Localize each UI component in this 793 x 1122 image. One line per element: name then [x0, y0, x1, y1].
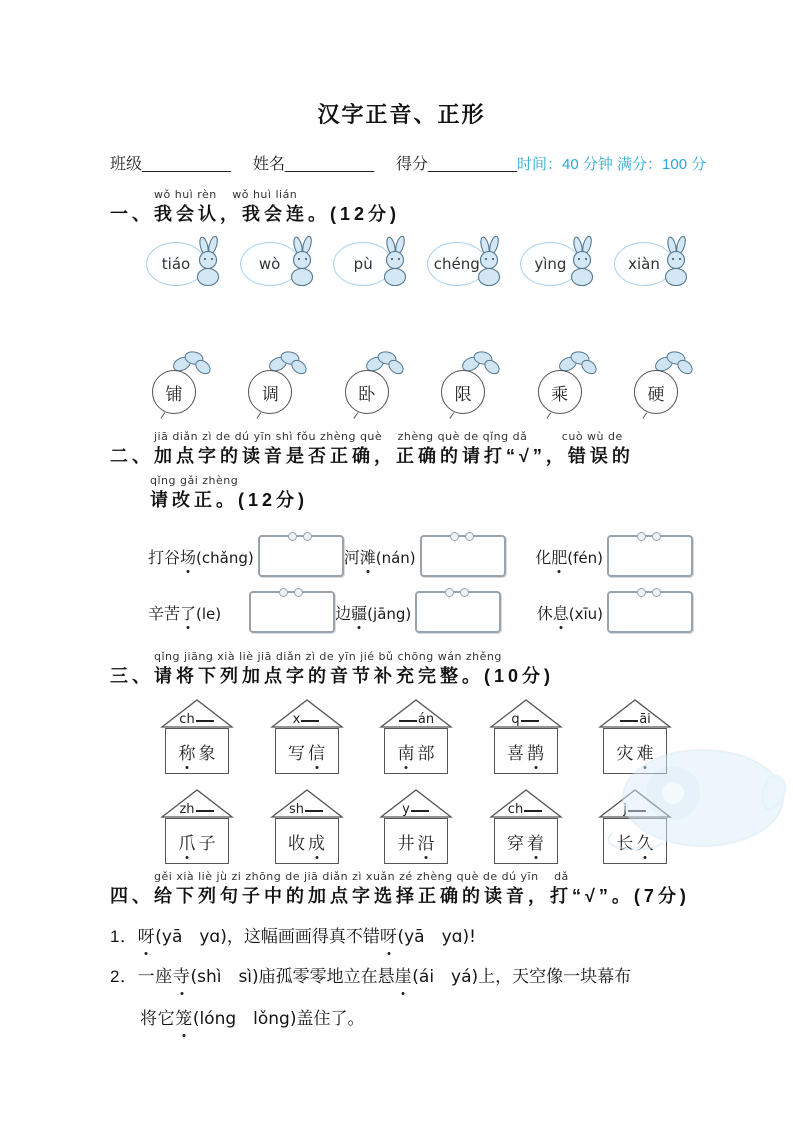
section-3-pinyin: qǐng jiāng xià liè jiā diǎn zì de yīn jié bǔ chōng wán zhěng	[154, 650, 502, 663]
flower-character: 乘	[538, 370, 582, 414]
q2-item	[535, 535, 693, 577]
syllable-suffix: āi	[639, 712, 651, 727]
name-blank[interactable]: 姓名__________	[253, 156, 374, 173]
answer-box[interactable]	[258, 535, 344, 577]
syllable-prefix: ch	[179, 712, 195, 727]
q2-word: 辛苦	[148, 605, 181, 623]
dotted-char: 寺	[173, 964, 191, 990]
bubble-label: yìng	[520, 242, 580, 286]
section-1-heading: 一、我会认，我会连。(12分)	[110, 204, 401, 224]
q2-items	[148, 528, 693, 640]
section-3	[110, 650, 693, 688]
house-word	[275, 728, 339, 774]
syllable-house[interactable]	[160, 788, 234, 864]
house-roof-icon	[160, 698, 234, 728]
answer-box[interactable]	[607, 535, 693, 577]
section-2-heading-1: 二、加点字的读音是否正确，正确的请打“√”，错误的	[110, 446, 634, 466]
syllable-prefix: y	[402, 802, 410, 817]
rabbit-icon	[473, 236, 505, 293]
syllable-blank[interactable]	[196, 810, 214, 812]
q4-sentence-2-line-1	[110, 964, 693, 990]
q2-pinyin: (xīu)	[568, 604, 603, 623]
dotted-char: 呀	[380, 924, 398, 950]
q2-item	[344, 535, 536, 577]
house-word	[603, 818, 667, 864]
syllable-blank[interactable]	[411, 810, 429, 812]
dotted-char: 信	[308, 739, 325, 764]
character-flower[interactable]	[536, 352, 594, 416]
section-2-pinyin-1: jiā diǎn zì de dú yīn shì fǒu zhèng què zhèng què de qǐng dǎ cuò wù de	[154, 430, 623, 443]
syllable-blank[interactable]	[399, 720, 417, 722]
char: 穿	[507, 833, 524, 853]
syllable-house[interactable]	[489, 698, 563, 774]
rabbit-icon	[379, 236, 411, 293]
section-2-pinyin-2: qǐng gǎi zhèng	[150, 474, 239, 487]
house-roof-icon	[270, 698, 344, 728]
syllable-house[interactable]	[379, 788, 453, 864]
score-blank[interactable]: 得分__________	[396, 156, 517, 173]
rabbit-icon	[660, 236, 692, 293]
pinyin-bubble[interactable]	[614, 236, 694, 294]
text: (ái yá)上，天空像一块幕布	[412, 967, 632, 987]
q2-word: 河	[343, 549, 360, 567]
answer-box[interactable]	[249, 591, 335, 633]
syllable-prefix: ch	[507, 802, 524, 817]
bubble-label: xiàn	[614, 242, 674, 286]
q2-pinyin: (nán)	[375, 548, 416, 567]
dotted-char: 鹊	[527, 739, 544, 764]
char: 灾	[616, 743, 634, 763]
char: 象	[198, 743, 216, 763]
dotted-char: 南	[398, 739, 415, 764]
bubble-label: tiáo	[146, 242, 206, 286]
q2-word: 休	[536, 605, 553, 623]
house-word	[165, 818, 229, 864]
q2-dotted-char: 肥	[551, 545, 567, 568]
pinyin-bubble[interactable]	[333, 236, 413, 294]
syllable-house[interactable]	[489, 788, 563, 864]
dotted-char: 笼	[175, 1006, 193, 1032]
q2-pinyin: (chǎng)	[196, 548, 254, 567]
flower-character: 限	[441, 370, 485, 414]
house-word	[165, 728, 229, 774]
pinyin-bubble[interactable]	[520, 236, 600, 294]
q2-word: 打谷	[148, 549, 181, 567]
syllable-blank[interactable]	[521, 720, 539, 722]
syllable-blank[interactable]	[301, 720, 319, 722]
house-word	[275, 818, 339, 864]
syllable-blank[interactable]	[196, 720, 214, 722]
q2-dotted-char: 疆	[351, 601, 367, 624]
house-word	[494, 728, 558, 774]
q2-pinyin: (jāng)	[367, 604, 412, 623]
character-flower[interactable]	[246, 352, 304, 416]
house-roof-icon	[379, 698, 453, 728]
character-flower[interactable]	[150, 352, 208, 416]
pinyin-bubble[interactable]	[146, 236, 226, 294]
house-roof-icon	[160, 788, 234, 818]
house-row-2	[160, 788, 672, 864]
char: 子	[198, 833, 216, 853]
char: 写	[288, 743, 305, 763]
q2-dotted-char: 滩	[360, 545, 376, 568]
text: (yā yɑ)!	[397, 927, 476, 947]
q2-dotted-char: 了	[180, 601, 196, 624]
house-word	[603, 728, 667, 774]
section-1	[110, 188, 693, 226]
answer-box[interactable]	[607, 591, 693, 633]
dotted-char: 成	[308, 829, 325, 854]
q2-dotted-char: 息	[553, 601, 569, 624]
answer-box[interactable]	[420, 535, 506, 577]
rabbit-icon	[566, 236, 598, 293]
q4-sentence-2-line-2	[140, 1006, 693, 1032]
syllable-prefix: q	[511, 712, 520, 727]
rabbit-icon	[286, 236, 318, 293]
q2-pinyin: (le)	[196, 604, 222, 623]
meta-row	[110, 151, 707, 174]
q2-item	[148, 535, 344, 577]
answer-box[interactable]	[415, 591, 501, 633]
q2-dotted-char: 场	[180, 545, 196, 568]
syllable-prefix: sh	[288, 802, 304, 817]
dotted-char: 难	[637, 739, 654, 764]
connection-area[interactable]	[110, 294, 693, 352]
char: 井	[397, 833, 415, 853]
q2-word: 边	[335, 605, 352, 623]
syllable-blank[interactable]	[524, 810, 542, 812]
q4-sentence-1	[110, 924, 693, 950]
flower-character: 硬	[634, 370, 678, 414]
section-4	[110, 870, 693, 908]
house-word	[384, 818, 448, 864]
section-2	[110, 430, 693, 512]
house-roof-icon	[598, 788, 672, 818]
text: (lóng lǒng)盖住了。	[192, 1009, 365, 1029]
syllable-blank[interactable]	[620, 720, 638, 722]
character-flower[interactable]	[439, 352, 497, 416]
dotted-char: 沿	[418, 829, 435, 854]
dotted-char: 久	[637, 829, 654, 854]
time-score-info: 时间：40 分钟 满分：100 分	[517, 156, 707, 173]
class-blank[interactable]: 班级__________	[110, 156, 231, 173]
pinyin-bubble[interactable]	[427, 236, 507, 294]
house-roof-icon	[598, 698, 672, 728]
char: 部	[417, 743, 435, 763]
text: 2．一座	[110, 967, 173, 986]
char: 收	[288, 833, 305, 853]
text: (shì sì)庙孤零零地立在悬	[190, 967, 395, 987]
bubble-label: chéng	[427, 242, 487, 286]
dotted-char: 爪	[179, 829, 196, 854]
dotted-char: 着	[527, 829, 544, 854]
syllable-house[interactable]	[598, 698, 672, 774]
pinyin-bubble[interactable]	[240, 236, 320, 294]
char: 喜	[507, 743, 524, 763]
q2-item	[148, 591, 335, 633]
syllable-blank[interactable]	[628, 810, 646, 812]
section-1-pinyin: wǒ huì rèn wǒ huì lián	[154, 188, 298, 201]
q2-item	[335, 591, 537, 633]
text: 1．	[110, 927, 138, 946]
syllable-blank[interactable]	[305, 810, 323, 812]
syllable-prefix: zh	[179, 802, 195, 817]
flower-character: 调	[248, 370, 292, 414]
syllable-house[interactable]	[598, 788, 672, 864]
syllable-house[interactable]	[270, 788, 344, 864]
section-3-heading: 三、请将下列加点字的音节补充完整。(10分)	[110, 666, 555, 686]
page-title: 汉字正音、正形	[317, 102, 486, 127]
syllable-house[interactable]	[160, 698, 234, 774]
house-roof-icon	[270, 788, 344, 818]
pinyin-bubble-row	[146, 236, 694, 294]
bubble-label: wò	[240, 242, 300, 286]
section-4-pinyin: gěi xià liè jù zi zhōng de jiā diǎn zì xuǎn zé zhèng què de dú yīn dǎ	[154, 870, 569, 883]
flower-character: 卧	[345, 370, 389, 414]
house-roof-icon	[489, 698, 563, 728]
section-2-heading-2: 请改正。(12分)	[150, 490, 309, 510]
flower-character: 铺	[152, 370, 196, 414]
q2-word: 化	[535, 549, 552, 567]
syllable-house[interactable]	[379, 698, 453, 774]
syllable-house[interactable]	[270, 698, 344, 774]
q2-item	[537, 591, 693, 633]
section-4-heading: 四、给下列句子中的加点字选择正确的读音，打“√”。(7分)	[110, 886, 690, 906]
rabbit-icon	[192, 236, 224, 293]
syllable-prefix: j	[623, 802, 627, 817]
char: 长	[616, 833, 634, 853]
dotted-char: 呀	[138, 924, 156, 950]
character-flower-row	[150, 352, 690, 416]
syllable-prefix: x	[292, 712, 301, 727]
syllable-suffix: án	[417, 712, 435, 727]
text: (yā yɑ)，这幅画画得真不错	[155, 927, 380, 947]
q2-pinyin: (fén)	[567, 548, 603, 567]
house-roof-icon	[379, 788, 453, 818]
character-flower[interactable]	[632, 352, 690, 416]
house-row-1	[160, 698, 672, 774]
house-word	[494, 818, 558, 864]
bubble-label: pù	[333, 242, 393, 286]
house-word	[384, 728, 448, 774]
text: 将它	[140, 1009, 176, 1028]
house-roof-icon	[489, 788, 563, 818]
dotted-char: 崖	[395, 964, 413, 990]
character-flower[interactable]	[343, 352, 401, 416]
dotted-char: 称	[179, 739, 196, 764]
